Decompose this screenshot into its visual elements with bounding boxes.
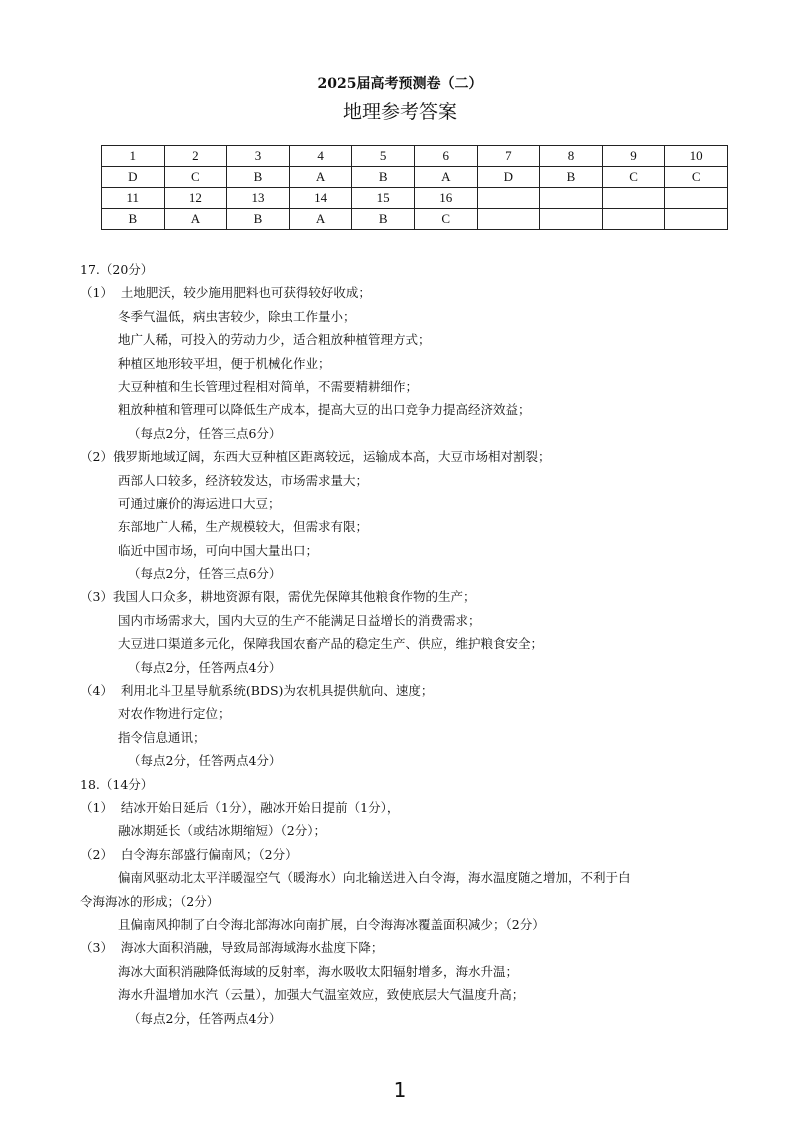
q18-part3-line xyxy=(80,936,725,959)
table-cell: 10 xyxy=(665,146,728,167)
table-cell xyxy=(602,209,665,230)
answer-line: 国内市场需求大，国内大豆的生产不能满足日益增长的消费需求； xyxy=(118,612,481,628)
answer-line: 大豆种植和生长管理过程相对简单，不需要精耕细作； xyxy=(118,378,419,394)
answer-line: 海水升温增加水汽（云量），加强大气温室效应，致使底层大气温度升高； xyxy=(118,987,525,1003)
table-cell: 9 xyxy=(602,146,665,167)
table-row xyxy=(102,146,728,167)
answer-text: 结冰开始日延后（1分），融冰开始日提前（1分）， xyxy=(120,799,400,815)
answer-line: 海冰大面积消融降低海域的反射率，海水吸收太阳辐射增多，海水升温； xyxy=(118,963,519,979)
scoring-note: （每点2分，任答三点6分） xyxy=(128,566,282,582)
table-cell xyxy=(602,188,665,209)
exam-title: 2025届高考预测卷（二） xyxy=(317,76,483,92)
table-cell: C xyxy=(164,167,227,188)
answer-line: 地广人稀，可投入的劳动力少，适合粗放种植管理方式； xyxy=(118,332,431,348)
page-number: 1 xyxy=(393,1078,407,1102)
answer-line: 且偏南风抑制了白令海北部海冰向南扩展，白令海海冰覆盖面积减少；（2分） xyxy=(118,916,545,932)
question-18-heading: 18.（14分） xyxy=(80,776,154,792)
table-cell: C xyxy=(665,167,728,188)
scoring-note: （每点2分，任答两点4分） xyxy=(128,1010,282,1026)
table-cell: 8 xyxy=(540,146,603,167)
part-label: （2） xyxy=(80,846,113,862)
table-row xyxy=(102,209,728,230)
answer-line: 令海海冰的形成；（2分） xyxy=(80,893,220,909)
scoring-note: （每点2分，任答三点6分） xyxy=(128,425,282,441)
table-cell xyxy=(540,188,603,209)
scoring-note: （每点2分，任答两点4分） xyxy=(128,753,282,769)
table-cell: B xyxy=(227,209,290,230)
answer-line: 融冰期延长（或结冰期缩短）（2分）； xyxy=(118,823,326,839)
table-cell xyxy=(477,188,540,209)
q18-part2-line xyxy=(80,843,725,866)
table-cell: A xyxy=(289,209,352,230)
answer-line: 对农作物进行定位； xyxy=(118,706,231,722)
table-cell: B xyxy=(540,167,603,188)
answer-line: 大豆进口渠道多元化，保障我国农畜产品的稳定生产、供应，维护粮食安全； xyxy=(118,636,544,652)
table-row xyxy=(102,188,728,209)
table-cell: C xyxy=(602,167,665,188)
table-cell: 12 xyxy=(164,188,227,209)
part-label: （4） xyxy=(80,683,113,699)
answer-line: 冬季气温低，病虫害较少，除虫工作量小； xyxy=(118,308,356,324)
table-cell: D xyxy=(477,167,540,188)
answer-line: 种植区地形较平坦，便于机械化作业； xyxy=(118,355,331,371)
table-cell xyxy=(665,188,728,209)
answer-text: 我国人口众多，耕地资源有限，需优先保障其他粮食作物的生产； xyxy=(112,589,476,605)
table-cell: B xyxy=(227,167,290,188)
question-17-heading: 17.（20分） xyxy=(80,262,154,277)
table-cell: 15 xyxy=(352,188,415,209)
answer-line: 东部地广人稀，生产规模较大，但需求有限； xyxy=(118,519,369,535)
table-cell: 14 xyxy=(289,188,352,209)
answer-text: 俄罗斯地域辽阔，东西大豆种植区距离较远，运输成本高，大豆市场相对割裂； xyxy=(112,449,551,465)
answer-text: 土地肥沃，较少施用肥料也可获得较好收成； xyxy=(120,285,371,301)
table-row xyxy=(102,167,728,188)
scoring-note: （每点2分，任答两点4分） xyxy=(128,659,282,675)
answer-line: 粗放种植和管理可以降低生产成本，提高大豆的出口竞争力提高经济效益； xyxy=(118,402,531,418)
answer-line: 可通过廉价的海运进口大豆； xyxy=(118,495,281,511)
table-cell: 3 xyxy=(227,146,290,167)
answer-table xyxy=(101,145,728,230)
table-cell: A xyxy=(164,209,227,230)
table-cell xyxy=(540,209,603,230)
table-cell: B xyxy=(102,209,165,230)
answer-line: 西部人口较多，经济较发达，市场需求量大； xyxy=(118,472,369,488)
answer-text: 海冰大面积消融，导致局部海域海水盐度下降； xyxy=(120,940,384,956)
q17-part4-line xyxy=(80,679,725,702)
table-cell: C xyxy=(414,209,477,230)
answer-key-title: 地理参考答案 xyxy=(342,101,457,123)
q17-part2-line xyxy=(80,445,725,468)
part-label: （1） xyxy=(80,799,113,815)
q17-part1-line xyxy=(80,281,725,304)
table-cell: 1 xyxy=(102,146,165,167)
part-label: （1） xyxy=(80,285,113,301)
part-label: （2） xyxy=(80,449,113,465)
table-cell: B xyxy=(352,209,415,230)
table-cell: A xyxy=(289,167,352,188)
answer-line: 临近中国市场，可向中国大量出口； xyxy=(118,542,319,558)
part-label: （3） xyxy=(80,589,113,605)
table-cell xyxy=(665,209,728,230)
table-cell: 5 xyxy=(352,146,415,167)
q17-part3-line xyxy=(80,585,725,608)
table-cell: A xyxy=(414,167,477,188)
part-label: （3） xyxy=(80,940,113,956)
answer-line: 偏南风驱动北太平洋暖湿空气（暖海水）向北输送进入白令海，海水温度随之增加，不利于白 xyxy=(118,870,631,886)
table-cell: 2 xyxy=(164,146,227,167)
table-cell: 4 xyxy=(289,146,352,167)
answer-line: 指令信息通讯； xyxy=(118,729,206,745)
table-cell: 11 xyxy=(102,188,165,209)
answer-content xyxy=(80,258,725,1030)
q18-part1-line xyxy=(80,796,725,819)
table-cell: 6 xyxy=(414,146,477,167)
table-cell: B xyxy=(352,167,415,188)
table-cell: 7 xyxy=(477,146,540,167)
answer-text: 利用北斗卫星导航系统(BDS)为农机具提供航向、速度； xyxy=(120,683,434,699)
answer-text: 白令海东部盛行偏南风；（2分） xyxy=(120,846,298,862)
table-cell xyxy=(477,209,540,230)
table-cell: 16 xyxy=(414,188,477,209)
table-cell: 13 xyxy=(227,188,290,209)
table-cell: D xyxy=(102,167,165,188)
